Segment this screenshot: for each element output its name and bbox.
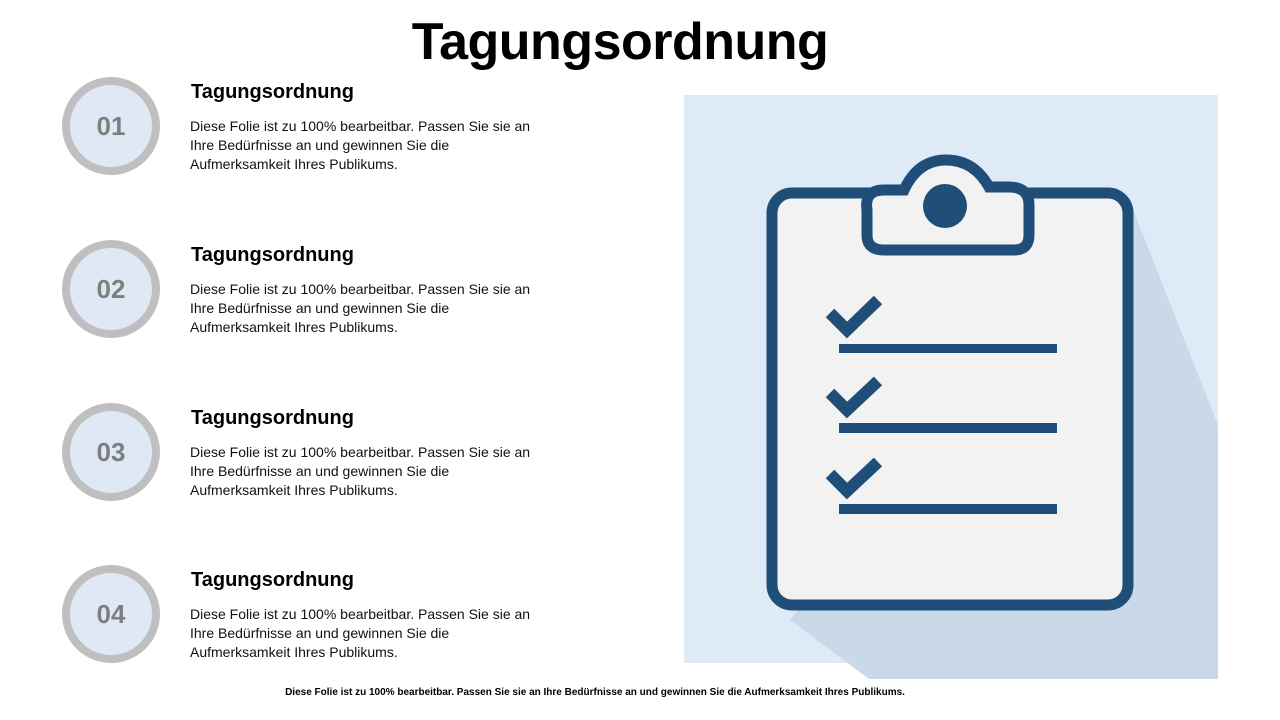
checklist-line xyxy=(839,504,1057,514)
checklist-line xyxy=(839,344,1057,353)
item-text: Diese Folie ist zu 100% bearbeitbar. Passen Sie sie an Ihre Bedürfnisse an und gewinnen Sie die Aufmerksamkeit Ihres Publikums. xyxy=(190,118,531,172)
item-text: Diese Folie ist zu 100% bearbeitbar. Passen Sie sie an Ihre Bedürfnisse an und gewinnen Sie die Aufmerksamkeit Ihres Publikums. xyxy=(190,606,531,660)
item-text: Diese Folie ist zu 100% bearbeitbar. Passen Sie sie an Ihre Bedürfnisse an und gewinnen Sie die Aufmerksamkeit Ihres Publikums. xyxy=(190,281,531,335)
item-heading: Tagungsordnung xyxy=(191,569,354,591)
number-circle: 01 xyxy=(62,77,160,175)
number-circle: 03 xyxy=(62,403,160,501)
agenda-item-1 xyxy=(62,77,622,187)
agenda-item-4 xyxy=(62,565,622,675)
agenda-item-3 xyxy=(62,403,622,513)
item-heading: Tagungsordnung xyxy=(191,407,354,429)
item-text: Diese Folie ist zu 100% bearbeitbar. Passen Sie sie an Ihre Bedürfnisse an und gewinnen Sie die Aufmerksamkeit Ihres Publikums. xyxy=(190,444,531,498)
clipboard-checklist-icon xyxy=(684,95,1218,679)
slide-title: Tagungsordnung xyxy=(411,13,829,71)
number-circle: 02 xyxy=(62,240,160,338)
clip-hole xyxy=(923,184,967,228)
number-circle: 04 xyxy=(62,565,160,663)
footer-note: Diese Folie ist zu 100% bearbeitbar. Passen Sie sie an Ihre Bedürfnisse an und gewinnen Sie die Aufmerksamkeit Ihres Publikums. xyxy=(285,687,905,698)
item-heading: Tagungsordnung xyxy=(191,81,354,103)
item-heading: Tagungsordnung xyxy=(191,244,354,266)
agenda-item-2 xyxy=(62,240,622,350)
checklist-line xyxy=(839,423,1057,433)
